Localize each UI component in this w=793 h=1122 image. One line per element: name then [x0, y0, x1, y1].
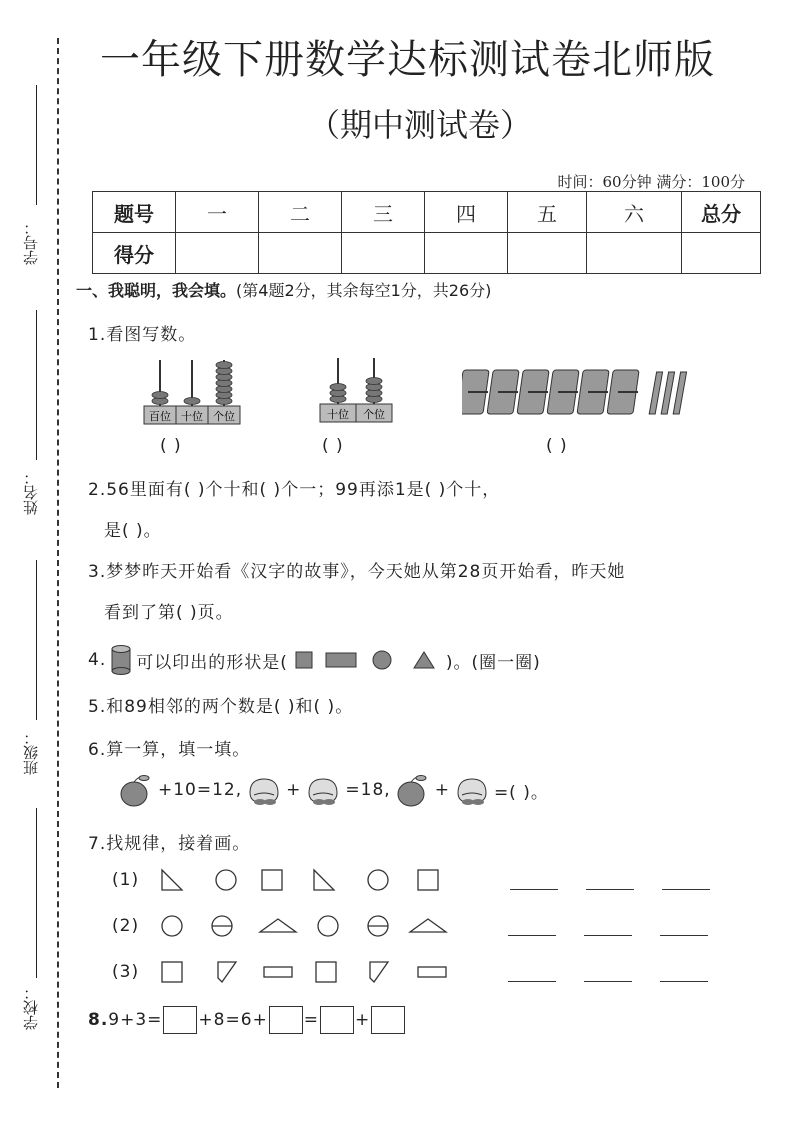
- pattern-2-shapes: [156, 912, 494, 940]
- equation-part: +: [355, 1010, 371, 1030]
- header-cell: 总分: [682, 192, 761, 233]
- pattern-row-label: (2): [112, 916, 140, 936]
- score-cell[interactable]: [682, 233, 761, 274]
- question-2-line-1: 2.56里面有( )个十和( )个一；99再添1是( )个十，: [88, 480, 501, 500]
- header-cell: 四: [425, 192, 508, 233]
- answer-blank[interactable]: [662, 871, 710, 890]
- abacus-2-image: [316, 354, 396, 426]
- abacus-2-label: 十位: [327, 408, 349, 421]
- cylinder-icon: [110, 644, 132, 676]
- question-7: 7.找规律，接着画。: [88, 834, 251, 854]
- school-label: 学校：: [22, 985, 40, 1030]
- header-cell: 二: [259, 192, 342, 233]
- score-cell[interactable]: [259, 233, 342, 274]
- section-1-note: (第4题2分，其余每空1分，共26分): [236, 281, 492, 300]
- score-table-header: [93, 192, 761, 233]
- score-cell[interactable]: [587, 233, 682, 274]
- sticks-bundles-image: [462, 364, 698, 418]
- header-cell: 六: [587, 192, 682, 233]
- answer-blank[interactable]: [508, 917, 556, 936]
- page-title: 一年级下册数学达标测试卷北师版: [100, 37, 715, 83]
- pattern-1-shapes: [156, 866, 496, 894]
- school-line: [36, 808, 37, 978]
- answer-blank[interactable]: [660, 917, 708, 936]
- pattern-row-2: [112, 912, 722, 940]
- answer-blank[interactable]: [584, 963, 632, 982]
- pattern-3-shapes: [156, 958, 494, 986]
- question-3-line-1: 3.梦梦昨天开始看《汉字的故事》，今天她从第28页开始看，昨天她: [88, 562, 626, 582]
- plus-sign: +: [434, 780, 450, 800]
- question-2-line-2: 是( )。: [104, 521, 162, 541]
- answer-blank[interactable]: [660, 963, 708, 982]
- question-1: 1.看图写数。: [88, 325, 197, 345]
- triangle-shape-option: [414, 652, 434, 668]
- question-4-suffix: )。(圈一圈): [445, 652, 541, 673]
- equation-part: +8=6+: [198, 1010, 268, 1030]
- binding-line: [57, 38, 59, 1088]
- peach-icon: [305, 773, 341, 807]
- answer-box[interactable]: [320, 1006, 354, 1034]
- rectangle-shape-option: [326, 653, 356, 667]
- score-table-row: [93, 233, 761, 274]
- shape-options: [292, 648, 442, 672]
- exam-info: 时间：60分钟 满分：100分: [557, 173, 745, 191]
- question-8-number: 8.: [88, 1010, 109, 1030]
- name-line: [36, 310, 37, 460]
- pear-icon: [118, 772, 154, 808]
- student-id-label: 学号：: [22, 220, 40, 265]
- peach-icon: [246, 773, 282, 807]
- answer-blank[interactable]: ( ): [546, 436, 568, 456]
- section-1-heading: [76, 278, 491, 301]
- student-id-line: [36, 85, 37, 205]
- answer-blank[interactable]: [508, 963, 556, 982]
- score-cell[interactable]: [425, 233, 508, 274]
- question-4-number: 4.: [88, 650, 107, 670]
- header-cell: 三: [342, 192, 425, 233]
- header-cell: 五: [508, 192, 587, 233]
- score-table: [92, 191, 761, 274]
- page-subtitle: （期中测试卷）: [308, 106, 533, 144]
- plus-sign: +: [286, 780, 302, 800]
- score-cell[interactable]: [342, 233, 425, 274]
- equation-part: 9+3=: [108, 1010, 163, 1030]
- equation-1: +10=12,: [158, 780, 243, 800]
- score-cell[interactable]: [176, 233, 259, 274]
- pattern-row-label: (1): [112, 870, 140, 890]
- abacus-1-label: 十位: [181, 410, 203, 423]
- pattern-row-3: [112, 958, 722, 986]
- circle-shape-option: [373, 651, 391, 669]
- question-6: 6.算一算，填一填。: [88, 740, 251, 760]
- abacus-1-label: 个位: [213, 410, 235, 423]
- name-label: 姓名：: [22, 470, 40, 515]
- equation-part: =: [303, 1010, 320, 1030]
- question-8: [88, 1006, 406, 1034]
- answer-blank[interactable]: [584, 917, 632, 936]
- answer-box[interactable]: [269, 1006, 303, 1034]
- answer-blank[interactable]: [510, 871, 558, 890]
- answer-box[interactable]: [163, 1006, 197, 1034]
- question-6-equations: [118, 772, 549, 808]
- answer-blank[interactable]: ( ): [160, 436, 182, 456]
- pattern-row-1: [112, 866, 724, 894]
- answer-box[interactable]: [371, 1006, 405, 1034]
- equation-3: =( )。: [493, 782, 549, 803]
- answer-blank[interactable]: ( ): [322, 436, 344, 456]
- score-row-label: 得分: [93, 233, 176, 274]
- abacus-2-label: 个位: [363, 408, 385, 421]
- section-1-title: 一、我聪明，我会填。: [76, 281, 237, 300]
- peach-icon: [454, 773, 490, 807]
- class-label: 班级：: [22, 730, 40, 775]
- answer-blank[interactable]: [586, 871, 634, 890]
- equation-2: =18,: [345, 780, 391, 800]
- question-5: 5.和89相邻的两个数是( )和( )。: [88, 697, 354, 717]
- score-cell[interactable]: [508, 233, 587, 274]
- header-cell: 一: [176, 192, 259, 233]
- square-shape-option: [296, 652, 312, 668]
- header-cell: 题号: [93, 192, 176, 233]
- question-4-text: 可以印出的形状是(: [136, 652, 288, 673]
- question-4: [88, 644, 541, 676]
- class-line: [36, 560, 37, 720]
- pear-icon: [395, 772, 431, 808]
- abacus-1-image: [140, 356, 250, 428]
- abacus-1-label: 百位: [149, 410, 171, 423]
- pattern-row-label: (3): [112, 962, 140, 982]
- question-3-line-2: 看到了第( )页。: [104, 603, 234, 623]
